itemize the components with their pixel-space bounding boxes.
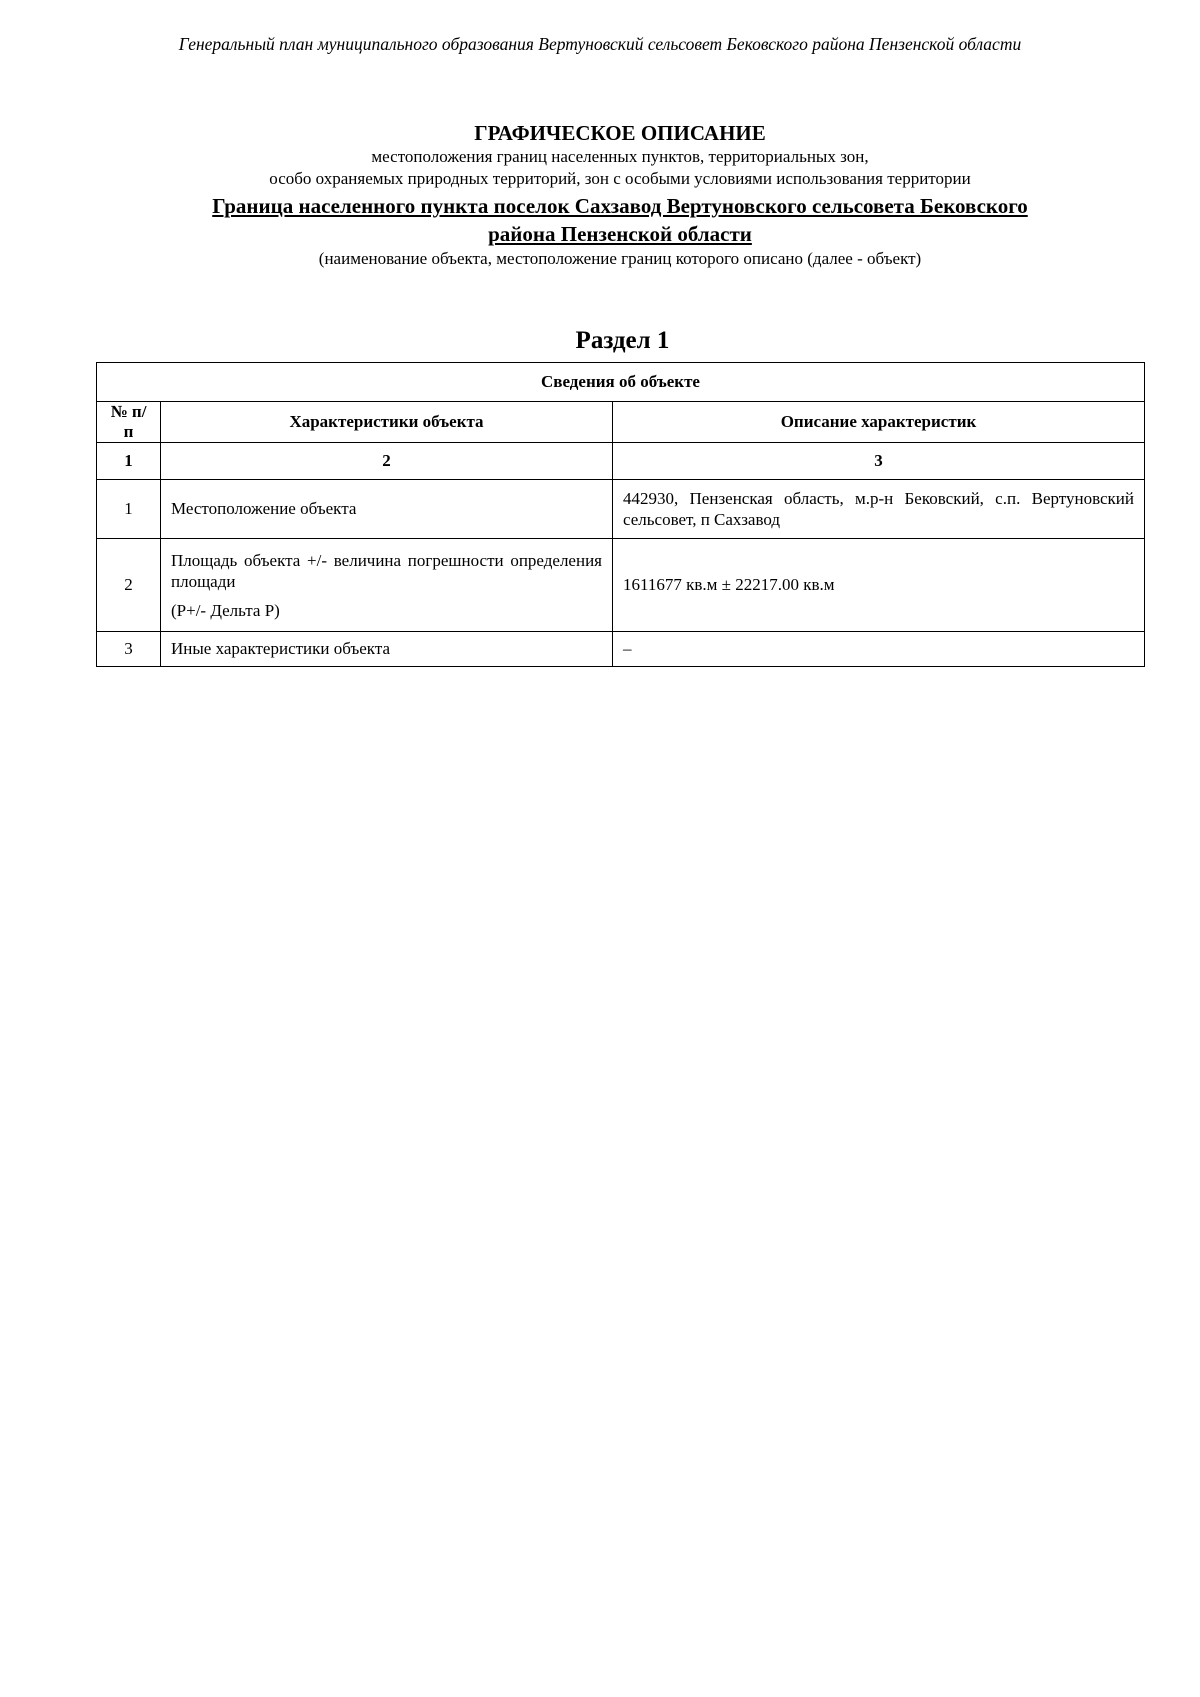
object-info-table <box>96 362 1145 667</box>
table-row <box>97 632 1145 667</box>
table-row <box>97 480 1145 539</box>
column-number-2: 2 <box>161 443 613 480</box>
row-description: 442930, Пензенская область, м.р-н Бековский, с.п. Вертуновский сельсовет, п Сахзавод <box>613 480 1145 539</box>
document-title: ГРАФИЧЕСКОЕ ОПИСАНИЕ <box>474 121 766 145</box>
section-title: Раздел 1 <box>575 327 670 354</box>
row-description: – <box>613 632 1145 667</box>
object-name-line-1: Граница населенного пункта поселок Сахзавод Вертуновского сельсовета Бековского <box>212 194 1028 218</box>
row-number: 2 <box>97 539 161 632</box>
running-header: Генеральный план муниципального образования Вертуновский сельсовет Бековского района Пензенской области <box>178 34 1022 54</box>
row-characteristic-text: Площадь объекта +/- величина погрешности определения площади <box>171 550 602 591</box>
object-name-line-2: района Пензенской области <box>488 222 752 246</box>
row-characteristic: Местоположение объекта <box>161 480 613 539</box>
row-characteristic: Иные характеристики объекта <box>161 632 613 667</box>
row-number: 1 <box>97 480 161 539</box>
document-subtitle-line-2: особо охраняемых природных территорий, зон с особыми условиями использования территории <box>269 169 971 188</box>
table-row <box>97 539 1145 632</box>
table-caption-row <box>97 363 1145 402</box>
header-number: № п/п <box>97 402 161 443</box>
column-number-1: 1 <box>97 443 161 480</box>
table-caption: Сведения об объекте <box>97 363 1145 402</box>
document-subtitle-line-1: местоположения границ населенных пунктов, территориальных зон, <box>371 147 869 166</box>
table-column-number-row <box>97 443 1145 480</box>
row-characteristic <box>161 539 613 632</box>
header-characteristic: Характеристики объекта <box>161 402 613 443</box>
table-header-row <box>97 402 1145 443</box>
title-block <box>96 120 1144 270</box>
row-description: 1611677 кв.м ± 22217.00 кв.м <box>613 539 1145 632</box>
object-name <box>96 192 1144 248</box>
row-number: 3 <box>97 632 161 667</box>
header-description: Описание характеристик <box>613 402 1145 443</box>
object-caption: (наименование объекта, местоположение границ которого описано (далее - объект) <box>318 249 922 268</box>
row-characteristic-note: (Р+/- Дельта Р) <box>171 600 280 620</box>
column-number-3: 3 <box>613 443 1145 480</box>
